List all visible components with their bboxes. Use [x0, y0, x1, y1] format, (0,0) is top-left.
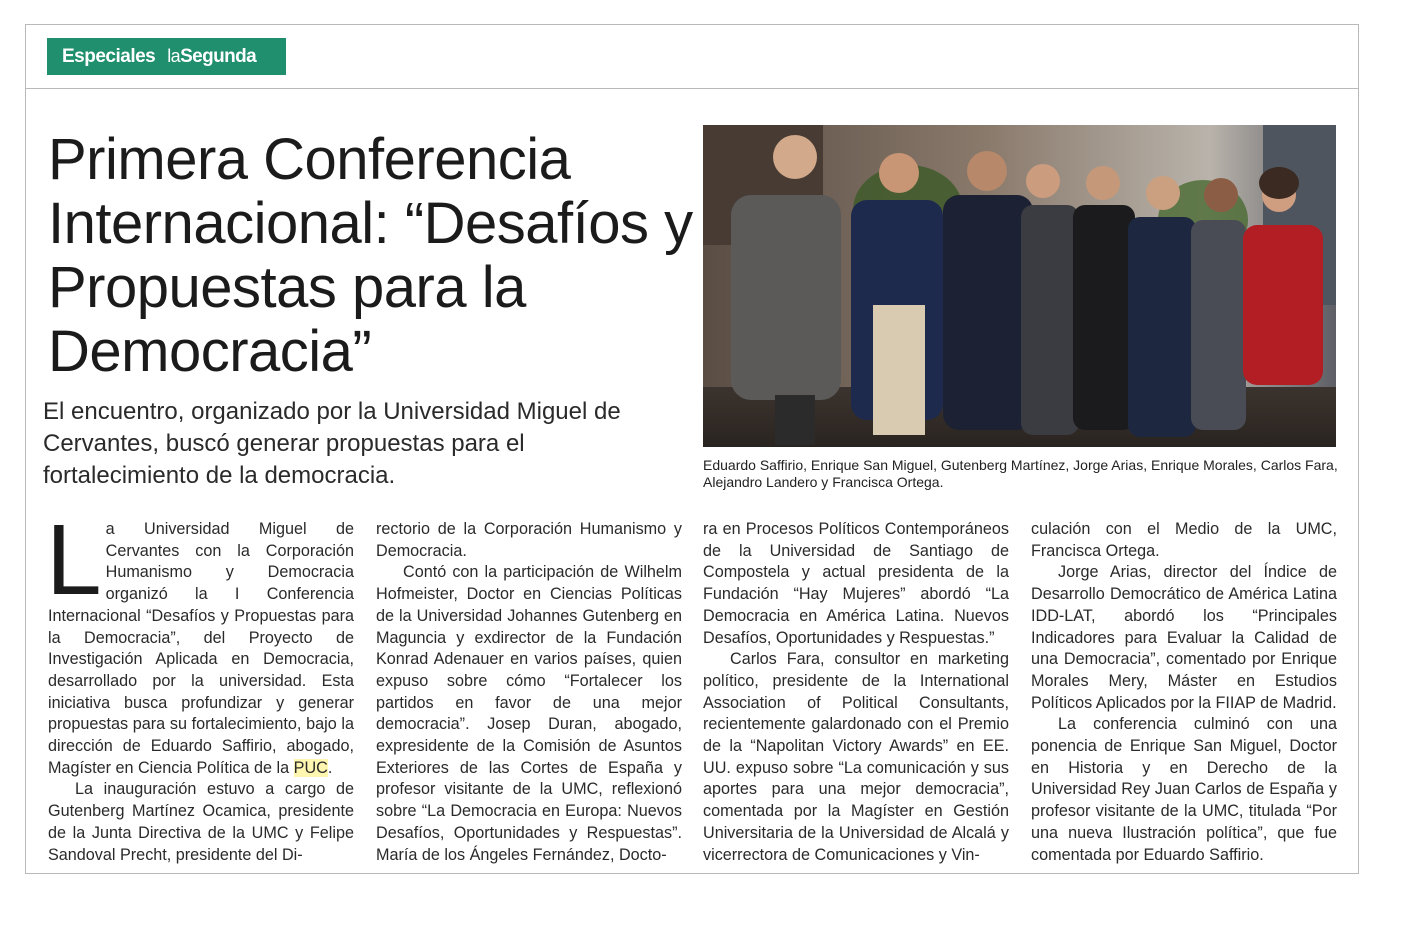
paragraph: Carlos Fara, consultor en marketing político, presidente de la International Association of Political Consultants, recientemente galardonado con el Premio de la “Napolitan Victory Awards” en EE. UU. expuso sobre “La comunicación y sus aportes para una mejor democracia”, comentada por la Magíster en Gestión Universitaria de la Universidad de Alcalá y vicerrectora de Comunicaciones y Vin-: [703, 650, 1009, 864]
body-column-2: [376, 519, 682, 866]
drop-cap: L: [46, 504, 102, 616]
paragraph: ra en Procesos Políticos Contemporáneos de la Universidad de Santiago de Compostela y actual presidenta de la Fundación “Hay Mujeres” abordó “La Democracia en América Latina. Nuevos Desafíos, Oportunidades y Respuestas.”: [703, 520, 1009, 647]
body-column-1: [46, 504, 354, 866]
section-header: [26, 25, 1358, 89]
section-badge[interactable]: [47, 38, 286, 75]
publication-logo: laSegunda: [167, 45, 257, 67]
headline: Primera Conferencia Internacional: “Desafíos y Propuestas para la Democracia”: [48, 127, 693, 384]
photo-caption: Eduardo Saffirio, Enrique San Miguel, Gutenberg Martínez, Jorge Arias, Enrique Morales, Carlos Fara, Alejandro Landero y Francisca Ortega.: [703, 457, 1338, 490]
paragraph: La Universidad Miguel de Cervantes con la Corporación Humanismo y Democracia organizó la I Conferencia Internacional “Desafíos y Propuestas para la Democracia”, del Proyecto de Investigación Aplicada en Democracia, desarrollado por la universidad. Esta iniciativa busca profundizar y generar propuestas para su fortalecimiento, bajo la dirección de Eduardo Saffirio, abogado, Magíster en Ciencia Política de la PUC.: [46, 504, 354, 777]
paragraph: Jorge Arias, director del Índice de Desarrollo Democrático de América Latina IDD-LAT, abordó los “Principales Indicadores para Evaluar la Calidad de una Democracia”, comentado por Enrique Morales Mery, Máster en Estudios Políticos Aplicados por la FIIAP de Madrid.: [1031, 563, 1337, 712]
paragraph: La conferencia culminó con una ponencia de Enrique San Miguel, Doctor en Historia y en Derecho de la Universidad Rey Juan Carlos de España y profesor visitante de la UMC, titulada “Por una nueva Ilustración política”, que fue comentada por Eduardo Saffirio.: [1031, 715, 1337, 864]
section-label: Especiales: [62, 45, 156, 67]
paragraph: culación con el Medio de la UMC, Francisca Ortega.: [1031, 520, 1337, 560]
subheadline: El encuentro, organizado por la Universidad Miguel de Cervantes, buscó generar propuestas para el fortalecimiento de la democracia.: [43, 398, 621, 489]
paragraph: rectorio de la Corporación Humanismo y Democracia.: [376, 520, 682, 560]
article-page: [25, 24, 1359, 874]
body-column-4: [1031, 519, 1337, 866]
paragraph: Contó con la participación de Wilhelm Hofmeister, Doctor en Ciencias Políticas de la Universidad Johannes Gutenberg en Maguncia y exdirector de la Fundación Konrad Adenauer en varios países, quien expuso sobre cómo “Fortalecer los partidos en favor de una mejor democracia”. Josep Duran, abogado, expresidente de la Comisión de Asuntos Exteriores de las Cortes de España y profesor visitante de la UMC, reflexionó sobre “La Democracia en Europa: Nuevos Desafíos, Oportunidades y Respuestas”. María de los Ángeles Fernández, Docto-: [376, 563, 682, 864]
body-column-3: [703, 519, 1009, 866]
group-photo: [703, 125, 1336, 447]
group-photo-image: [703, 125, 1336, 447]
paragraph: La inauguración estuvo a cargo de Gutenberg Martínez Ocamica, presidente de la Junta Directiva de la UMC y Felipe Sandoval Precht, presidente del Di-: [48, 780, 354, 864]
highlighted-text: PUC: [293, 758, 328, 777]
